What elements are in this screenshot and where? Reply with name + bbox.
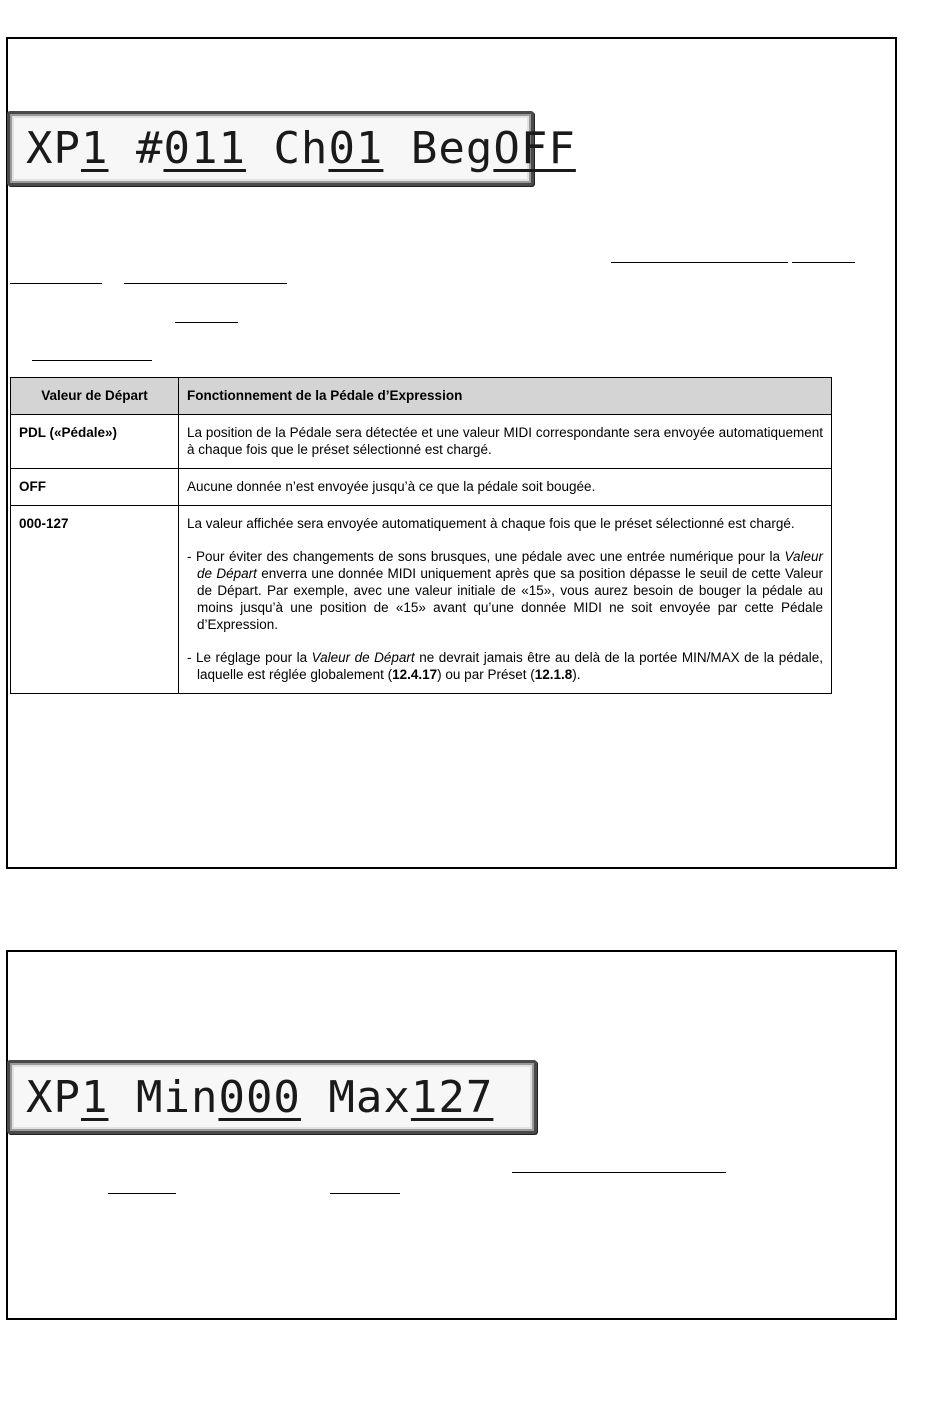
redacted-line	[10, 283, 102, 284]
table-header-row	[11, 378, 832, 415]
lcd-min-value: 000	[218, 1072, 301, 1123]
lcd-pedal-number: 1	[80, 1072, 109, 1123]
note-text: enverra une donnée MIDI uniquement après que sa position dépasse le seuil de cette Valeur de Départ. Par exemple, avec une valeur initiale de «15», vous aurez besoin de bouger la pédale au moins jusqu’à une position de «15» avant qu’une donnée MIDI ne soit envoyée par cette Pédale d’Expression.	[197, 566, 823, 632]
section-reference: 12.1.8	[534, 667, 573, 682]
lcd-max-value: 127	[410, 1072, 494, 1123]
row-value: PDL («Pédale»)	[11, 415, 179, 469]
lcd-text	[26, 1072, 493, 1124]
row-description: Aucune donnée n’est envoyée jusqu’à ce que la pédale soit bougée.	[179, 469, 832, 506]
note-term: Valeur de Départ	[197, 549, 823, 581]
table-row	[11, 469, 832, 506]
note-text: ) ou par Préset (	[437, 667, 535, 682]
lcd-cc-number: 011	[163, 123, 246, 174]
column-header-function: Fonctionnement de la Pédale d’Expression	[179, 378, 832, 415]
lcd-pedal-number: 1	[80, 123, 109, 174]
note-threshold	[187, 548, 823, 633]
table-row	[11, 506, 832, 694]
note-text: - Le réglage pour la	[187, 650, 312, 665]
lcd-label-min: Min	[108, 1072, 219, 1123]
section-reference: 12.4.17	[392, 667, 438, 682]
lcd-text	[26, 123, 576, 175]
row-description: La valeur affichée sera envoyée automatiquement à chaque fois que le préset sélectionné est chargé.	[187, 516, 795, 531]
note-range	[187, 649, 823, 683]
redacted-line	[124, 283, 287, 284]
row-description-cell	[179, 506, 832, 694]
lcd-display-range	[7, 1060, 537, 1134]
lcd-channel-number: 01	[328, 123, 384, 174]
lcd-label-channel: Ch	[245, 123, 329, 174]
lcd-label-xp: XP	[26, 123, 81, 174]
note-text: - Pour éviter des changements de sons brusques, une pédale avec une entrée numérique pour la	[187, 549, 785, 564]
row-value: OFF	[11, 469, 179, 506]
redacted-line	[512, 1172, 726, 1173]
lcd-label-begin: Beg	[383, 123, 494, 174]
redacted-line	[330, 1193, 400, 1194]
table-row	[11, 415, 832, 469]
section-panel-expression-range	[6, 950, 897, 1320]
column-header-value: Valeur de Départ	[11, 378, 179, 415]
lcd-display-begin	[7, 111, 576, 186]
redacted-line	[108, 1193, 176, 1194]
row-description: La position de la Pédale sera détectée et une valeur MIDI correspondante sera envoyée automatiquement à chaque fois que le préset sélectionné est chargé.	[179, 415, 832, 469]
redacted-line	[611, 262, 788, 263]
redacted-line	[175, 322, 238, 323]
lcd-begin-value: OFF	[493, 123, 576, 174]
note-term: Valeur de Départ	[311, 650, 415, 665]
lcd-label-xp: XP	[26, 1072, 81, 1123]
note-text: ne devrait jamais être au delà de la portée MIN/MAX de la pédale, laquelle est réglée globalement (	[197, 650, 823, 682]
begin-value-table	[10, 377, 832, 694]
row-value: 000-127	[11, 506, 179, 694]
note-text: ).	[572, 667, 581, 682]
lcd-label-max: Max	[300, 1072, 411, 1123]
lcd-label-cc: #	[108, 123, 164, 174]
redacted-line	[32, 360, 152, 361]
redacted-line	[792, 262, 855, 263]
